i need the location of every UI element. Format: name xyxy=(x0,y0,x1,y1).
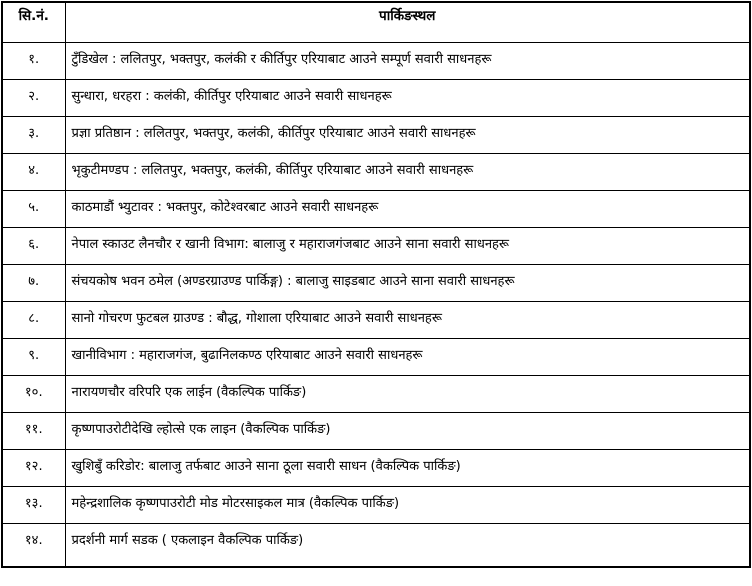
serial-number-cell: १०. xyxy=(2,375,65,412)
parking-place-header: पार्किङस्थल xyxy=(65,2,750,42)
parking-place-cell: खुशिबुँ करिडोर: बालाजु तर्फबाट आउने साना ठूला सवारी साधन (वैकल्पिक पार्किङ) xyxy=(65,449,750,486)
table-row xyxy=(2,412,750,449)
parking-place-cell: कृष्णपाउरोटीदेखि ल्होत्से एक लाइन (वैकल्पिक पार्किङ) xyxy=(65,412,750,449)
parking-place-cell: सानो गोचरण फुटबल ग्राउण्ड : बौद्ध, गोशाला एरियाबाट आउने सवारी साधनहरू xyxy=(65,301,750,338)
serial-number-cell: २. xyxy=(2,79,65,116)
parking-place-cell: प्रज्ञा प्रतिष्ठान : ललितपुर, भक्तपुर, कलंकी, कीर्तिपुर एरियाबाट आउने सवारी साधनहरू xyxy=(65,116,750,153)
serial-number-cell: ४. xyxy=(2,153,65,190)
serial-number-cell: ७. xyxy=(2,264,65,301)
table-row xyxy=(2,116,750,153)
serial-number-cell: १२. xyxy=(2,449,65,486)
parking-table xyxy=(1,1,751,568)
serial-number-cell: ९. xyxy=(2,338,65,375)
table-row xyxy=(2,190,750,227)
serial-number-header: सि.नं. xyxy=(2,2,65,42)
table-row xyxy=(2,153,750,190)
table-row xyxy=(2,227,750,264)
serial-number-cell: ३. xyxy=(2,116,65,153)
serial-number-cell: ११. xyxy=(2,412,65,449)
parking-place-cell: प्रदर्शनी मार्ग सडक ( एकलाइन वैकल्पिक पार्किङ) xyxy=(65,523,750,567)
table-row xyxy=(2,301,750,338)
parking-place-cell: नेपाल स्काउट लैनचौर र खानी विभाग: बालाजु र महाराजगंजबाट आउने साना सवारी साधनहरू xyxy=(65,227,750,264)
parking-place-cell: खानीविभाग : महाराजगंज, बुढानिलकण्ठ एरियाबाट आउने सवारी साधनहरू xyxy=(65,338,750,375)
serial-number-cell: १४. xyxy=(2,523,65,567)
serial-number-cell: १३. xyxy=(2,486,65,523)
parking-place-cell: नारायणचौर वरिपरि एक लाईन (वैकल्पिक पार्किङ) xyxy=(65,375,750,412)
parking-place-cell: टुँडिखेल : ललितपुर, भक्तपुर, कलंकी र कीर्तिपुर एरियाबाट आउने सम्पूर्ण सवारी साधनहरू xyxy=(65,42,750,79)
table-row xyxy=(2,449,750,486)
table-row xyxy=(2,79,750,116)
serial-number-cell: ६. xyxy=(2,227,65,264)
table-row xyxy=(2,264,750,301)
table-row xyxy=(2,338,750,375)
table-row xyxy=(2,42,750,79)
parking-place-cell: सुन्धारा, धरहरा : कलंकी, कीर्तिपुर एरियाबाट आउने सवारी साधनहरू xyxy=(65,79,750,116)
serial-number-cell: १. xyxy=(2,42,65,79)
parking-place-cell: भृकुटीमण्डप : ललितपुर, भक्तपुर, कलंकी, कीर्तिपुर एरियाबाट आउने सवारी साधनहरू xyxy=(65,153,750,190)
table-row xyxy=(2,523,750,567)
table-row xyxy=(2,486,750,523)
parking-place-cell: संचयकोष भवन ठमेल (अण्डरग्राउण्ड पार्किङ्ग) : बालाजु साइडबाट आउने साना सवारी साधनहरू xyxy=(65,264,750,301)
table-row xyxy=(2,375,750,412)
serial-number-cell: ८. xyxy=(2,301,65,338)
parking-place-cell: महेन्द्रशालिक कृष्णपाउरोटी मोड मोटरसाइकल मात्र (वैकल्पिक पार्किङ) xyxy=(65,486,750,523)
parking-place-cell: काठमाडौं भ्युटावर : भक्तपुर, कोटेश्वरबाट आउने सवारी साधनहरू xyxy=(65,190,750,227)
table-header-row xyxy=(2,2,750,42)
serial-number-cell: ५. xyxy=(2,190,65,227)
